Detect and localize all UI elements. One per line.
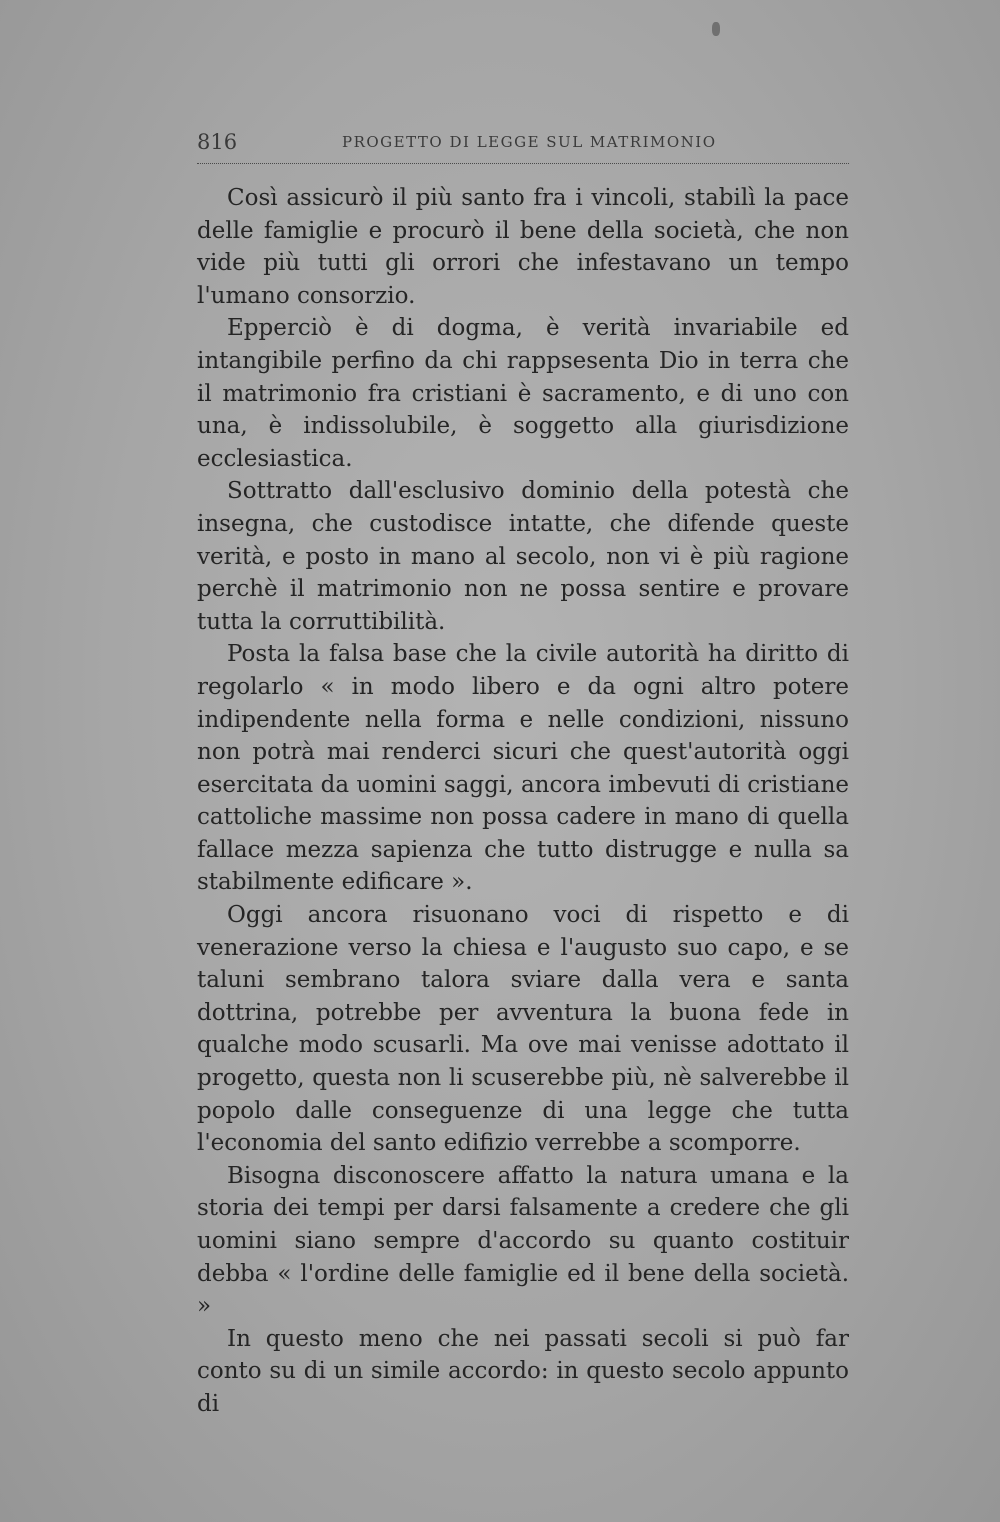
paragraph: Sottratto dall'esclusivo dominio della potestà che insegna, che custodisce intatte, che difende queste verità, e posto in mano al secolo, non vi è più ragione perchè il matrimonio non ne possa sentire e provare tutta la corruttibilità.: [197, 478, 849, 635]
paragraph: Posta la falsa base che la civile autorità ha diritto di regolarlo « in modo libero e da ogni altro potere indipendente nella forma e nelle condizioni, nissuno non potrà mai renderci sicuri che quest'autorità oggi esercitata da uomini saggi, ancora imbevuti di cristiane cattoliche massime non possa cadere in mano di quella fallace mezza sapienza che tutto distrugge e nulla sa stabilmente edificare ».: [197, 641, 849, 896]
page-header: [197, 130, 849, 160]
paragraph: In questo meno che nei passati secoli si può far conto su di un simile accordo: in questo secolo appunto di: [197, 1325, 849, 1417]
header-rule: [197, 163, 849, 164]
paragraph: Epperciò è di dogma, è verità invariabile ed intangibile perfino da chi rappsesenta Dio in terra che il matrimonio fra cristiani è sacramento, e di uno con una, è indissolubile, è soggetto alla giurisdizione ecclesiastica.: [197, 315, 849, 472]
page-number: 816: [197, 130, 238, 154]
paragraph: Così assicurò il più santo fra i vincoli, stabilì la pace delle famiglie e procurò il bene della società, che non vide più tutti gli orrori che infestavano un tempo l'umano consorzio.: [197, 185, 849, 309]
ink-speck: [712, 22, 720, 36]
paragraph: Bisogna disconoscere affatto la natura umana e la storia dei tempi per darsi falsamente a credere che gli uomini siano sempre d'accordo su quanto costituir debba « l'ordine delle famiglie ed il bene della società. »: [197, 1162, 849, 1320]
paragraph: Oggi ancora risuonano voci di rispetto e di venerazione verso la chiesa e l'augusto suo capo, e se taluni sembrano talora sviare dalla vera e santa dottrina, potrebbe per avventura la buona fede in qualche modo scusarli. Ma ove mai venisse adottato il progetto, questa non li scuserebbe più, nè salverebbe il popolo dalle conseguenze di una legge che tutta l'economia del santo edifizio verrebbe a scomporre.: [197, 902, 849, 1157]
body-text: [197, 182, 849, 1421]
running-title: PROGETTO DI LEGGE SUL MATRIMONIO: [342, 133, 717, 151]
